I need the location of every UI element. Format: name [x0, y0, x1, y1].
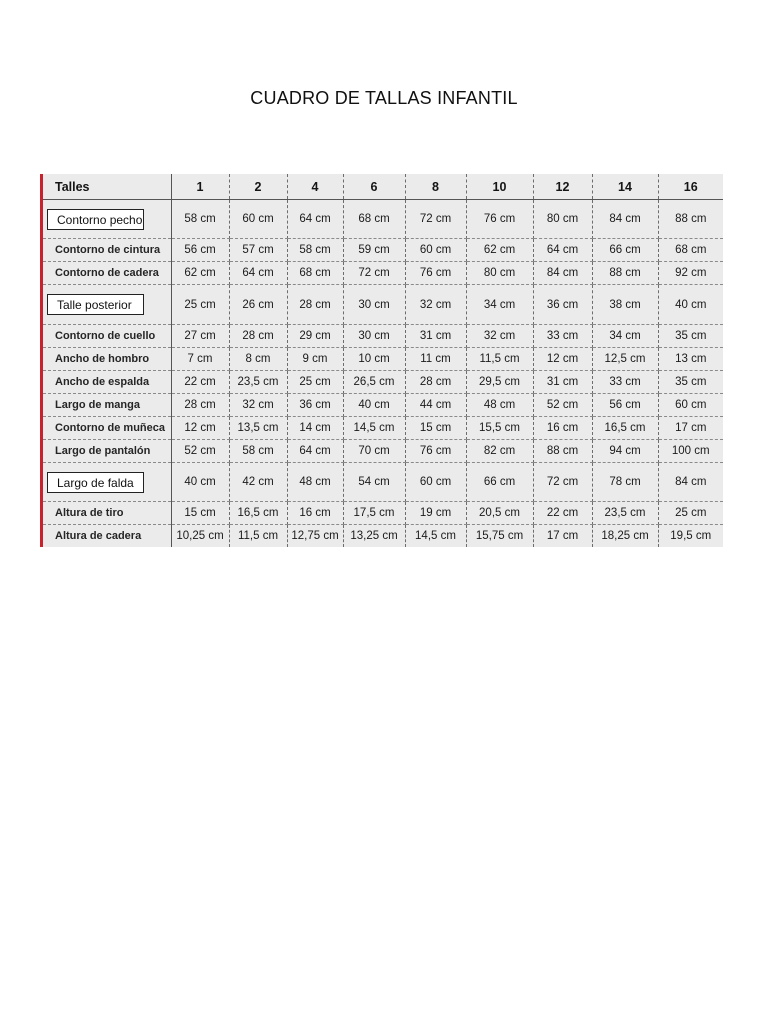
boxed-row-label: Contorno pecho [47, 209, 144, 230]
measurement-cell: 12,75 cm [287, 525, 343, 547]
measurement-cell: 72 cm [533, 463, 592, 502]
measurement-cell: 23,5 cm [592, 502, 658, 525]
table-row [43, 262, 723, 285]
measurement-cell: 64 cm [533, 239, 592, 262]
measurement-cell: 68 cm [343, 200, 405, 239]
measurement-cell: 100 cm [658, 439, 723, 462]
measurement-cell: 36 cm [533, 285, 592, 324]
row-label-cell: Largo de pantalón [43, 439, 171, 462]
measurement-cell: 16,5 cm [229, 502, 287, 525]
measurement-cell: 66 cm [592, 239, 658, 262]
header-size: 12 [533, 174, 592, 200]
measurement-cell: 26 cm [229, 285, 287, 324]
measurement-cell: 28 cm [287, 285, 343, 324]
table-row [43, 239, 723, 262]
boxed-row-label: Largo de falda [47, 472, 144, 493]
table-row [43, 416, 723, 439]
measurement-cell: 17 cm [533, 525, 592, 547]
measurement-cell: 88 cm [533, 439, 592, 462]
measurement-cell: 13,25 cm [343, 525, 405, 547]
measurement-cell: 8 cm [229, 347, 287, 370]
table-row [43, 347, 723, 370]
measurement-cell: 88 cm [658, 200, 723, 239]
measurement-cell: 31 cm [533, 370, 592, 393]
measurement-cell: 72 cm [343, 262, 405, 285]
measurement-cell: 58 cm [287, 239, 343, 262]
row-label-cell: Contorno de cuello [43, 324, 171, 347]
measurement-cell: 38 cm [592, 285, 658, 324]
measurement-cell: 32 cm [405, 285, 466, 324]
table-row [43, 324, 723, 347]
header-size: 8 [405, 174, 466, 200]
header-size: 2 [229, 174, 287, 200]
measurement-cell: 25 cm [171, 285, 229, 324]
row-label-cell: Ancho de hombro [43, 347, 171, 370]
boxed-row-label: Talle posterior [47, 294, 144, 315]
measurement-cell: 58 cm [229, 439, 287, 462]
table-row [43, 285, 723, 324]
measurement-cell: 18,25 cm [592, 525, 658, 547]
measurement-cell: 32 cm [229, 393, 287, 416]
header-label: Talles [43, 174, 171, 200]
measurement-cell: 23,5 cm [229, 370, 287, 393]
measurement-cell: 78 cm [592, 463, 658, 502]
measurement-cell: 76 cm [466, 200, 533, 239]
header-size: 16 [658, 174, 723, 200]
measurement-cell: 56 cm [592, 393, 658, 416]
measurement-cell: 30 cm [343, 324, 405, 347]
measurement-cell: 14 cm [287, 416, 343, 439]
measurement-cell: 62 cm [171, 262, 229, 285]
measurement-cell: 60 cm [658, 393, 723, 416]
measurement-cell: 54 cm [343, 463, 405, 502]
row-label-cell [43, 200, 171, 239]
measurement-cell: 82 cm [466, 439, 533, 462]
row-label-cell [43, 285, 171, 324]
row-label-cell: Ancho de espalda [43, 370, 171, 393]
measurement-cell: 30 cm [343, 285, 405, 324]
measurement-cell: 68 cm [287, 262, 343, 285]
table-row [43, 200, 723, 239]
measurement-cell: 60 cm [405, 463, 466, 502]
measurement-cell: 19 cm [405, 502, 466, 525]
measurement-cell: 60 cm [405, 239, 466, 262]
measurement-cell: 48 cm [287, 463, 343, 502]
header-size: 1 [171, 174, 229, 200]
measurement-cell: 10 cm [343, 347, 405, 370]
measurement-cell: 80 cm [533, 200, 592, 239]
measurement-cell: 28 cm [405, 370, 466, 393]
row-label-cell: Altura de tiro [43, 502, 171, 525]
measurement-cell: 57 cm [229, 239, 287, 262]
measurement-cell: 72 cm [405, 200, 466, 239]
header-size: 14 [592, 174, 658, 200]
measurement-cell: 36 cm [287, 393, 343, 416]
measurement-cell: 34 cm [592, 324, 658, 347]
header-size: 6 [343, 174, 405, 200]
measurement-cell: 29,5 cm [466, 370, 533, 393]
measurement-cell: 7 cm [171, 347, 229, 370]
measurement-cell: 84 cm [533, 262, 592, 285]
measurement-cell: 10,25 cm [171, 525, 229, 547]
row-label-cell: Altura de cadera [43, 525, 171, 547]
size-table [43, 174, 723, 547]
measurement-cell: 59 cm [343, 239, 405, 262]
row-label-cell: Contorno de muñeca [43, 416, 171, 439]
measurement-cell: 28 cm [171, 393, 229, 416]
table-row [43, 370, 723, 393]
measurement-cell: 29 cm [287, 324, 343, 347]
measurement-cell: 14,5 cm [343, 416, 405, 439]
measurement-cell: 22 cm [171, 370, 229, 393]
measurement-cell: 14,5 cm [405, 525, 466, 547]
measurement-cell: 52 cm [533, 393, 592, 416]
measurement-cell: 13 cm [658, 347, 723, 370]
measurement-cell: 84 cm [592, 200, 658, 239]
row-label-cell: Contorno de cintura [43, 239, 171, 262]
measurement-cell: 26,5 cm [343, 370, 405, 393]
measurement-cell: 20,5 cm [466, 502, 533, 525]
measurement-cell: 11 cm [405, 347, 466, 370]
measurement-cell: 76 cm [405, 262, 466, 285]
page-title: CUADRO DE TALLAS INFANTIL [250, 88, 518, 108]
measurement-cell: 76 cm [405, 439, 466, 462]
measurement-cell: 16 cm [533, 416, 592, 439]
measurement-cell: 35 cm [658, 324, 723, 347]
measurement-cell: 16 cm [287, 502, 343, 525]
measurement-cell: 80 cm [466, 262, 533, 285]
size-chart [40, 174, 723, 547]
table-header-row [43, 174, 723, 200]
measurement-cell: 68 cm [658, 239, 723, 262]
measurement-cell: 94 cm [592, 439, 658, 462]
row-label-cell [43, 463, 171, 502]
measurement-cell: 56 cm [171, 239, 229, 262]
measurement-cell: 17 cm [658, 416, 723, 439]
measurement-cell: 42 cm [229, 463, 287, 502]
table-row [43, 463, 723, 502]
measurement-cell: 33 cm [533, 324, 592, 347]
measurement-cell: 12 cm [533, 347, 592, 370]
measurement-cell: 32 cm [466, 324, 533, 347]
measurement-cell: 27 cm [171, 324, 229, 347]
measurement-cell: 66 cm [466, 463, 533, 502]
measurement-cell: 84 cm [658, 463, 723, 502]
measurement-cell: 28 cm [229, 324, 287, 347]
measurement-cell: 35 cm [658, 370, 723, 393]
row-label-cell: Largo de manga [43, 393, 171, 416]
table-row [43, 393, 723, 416]
measurement-cell: 15,5 cm [466, 416, 533, 439]
measurement-cell: 70 cm [343, 439, 405, 462]
row-label-cell: Contorno de cadera [43, 262, 171, 285]
measurement-cell: 9 cm [287, 347, 343, 370]
measurement-cell: 58 cm [171, 200, 229, 239]
measurement-cell: 12 cm [171, 416, 229, 439]
measurement-cell: 62 cm [466, 239, 533, 262]
measurement-cell: 17,5 cm [343, 502, 405, 525]
measurement-cell: 16,5 cm [592, 416, 658, 439]
measurement-cell: 48 cm [466, 393, 533, 416]
measurement-cell: 11,5 cm [229, 525, 287, 547]
measurement-cell: 13,5 cm [229, 416, 287, 439]
measurement-cell: 12,5 cm [592, 347, 658, 370]
measurement-cell: 22 cm [533, 502, 592, 525]
header-size: 4 [287, 174, 343, 200]
measurement-cell: 64 cm [287, 200, 343, 239]
measurement-cell: 40 cm [171, 463, 229, 502]
measurement-cell: 25 cm [287, 370, 343, 393]
measurement-cell: 52 cm [171, 439, 229, 462]
measurement-cell: 64 cm [287, 439, 343, 462]
measurement-cell: 25 cm [658, 502, 723, 525]
measurement-cell: 64 cm [229, 262, 287, 285]
measurement-cell: 15 cm [171, 502, 229, 525]
table-row [43, 502, 723, 525]
measurement-cell: 31 cm [405, 324, 466, 347]
measurement-cell: 44 cm [405, 393, 466, 416]
measurement-cell: 88 cm [592, 262, 658, 285]
header-size: 10 [466, 174, 533, 200]
table-row [43, 525, 723, 547]
measurement-cell: 40 cm [343, 393, 405, 416]
measurement-cell: 60 cm [229, 200, 287, 239]
measurement-cell: 15,75 cm [466, 525, 533, 547]
measurement-cell: 34 cm [466, 285, 533, 324]
measurement-cell: 92 cm [658, 262, 723, 285]
measurement-cell: 33 cm [592, 370, 658, 393]
measurement-cell: 15 cm [405, 416, 466, 439]
measurement-cell: 40 cm [658, 285, 723, 324]
measurement-cell: 11,5 cm [466, 347, 533, 370]
table-row [43, 439, 723, 462]
measurement-cell: 19,5 cm [670, 530, 712, 543]
